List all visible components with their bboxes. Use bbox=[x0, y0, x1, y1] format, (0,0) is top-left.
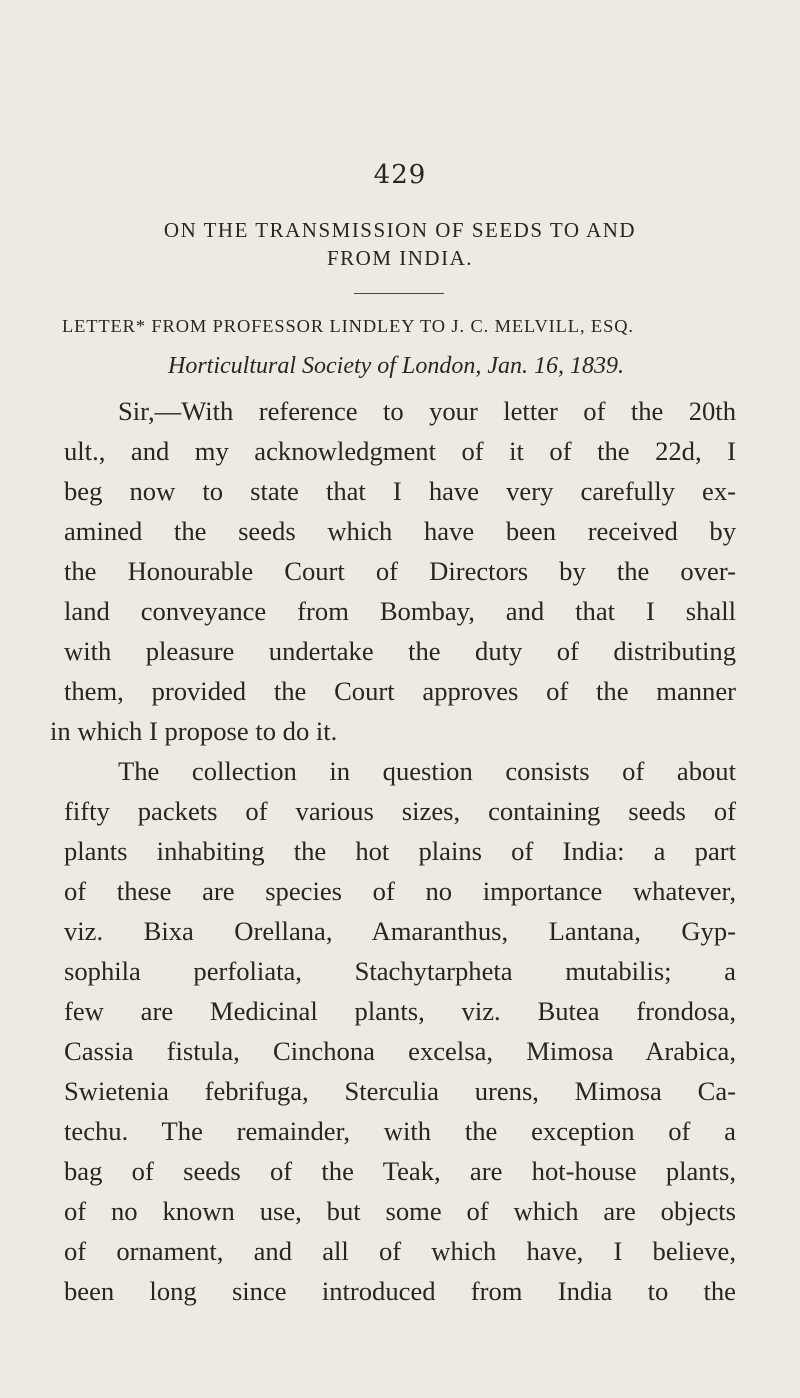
body-line: Cassia fistula, Cinchona excelsa, Mimosa Arabica, bbox=[64, 1036, 736, 1066]
body-line: in which I propose to do it. bbox=[50, 716, 338, 746]
body-line: them, provided the Court approves of the manner bbox=[64, 676, 736, 706]
body-line: plants inhabiting the hot plains of India: a part bbox=[64, 836, 736, 866]
body-line: sophila perfoliata, Stachytarpheta mutabilis; a bbox=[64, 956, 736, 986]
article-title-line-2: FROM INDIA. bbox=[326, 246, 473, 270]
title-divider bbox=[354, 293, 444, 294]
body-line: Sir,—With reference to your letter of the 20th bbox=[118, 396, 736, 426]
body-line: of these are species of no importance whatever, bbox=[64, 876, 736, 906]
body-line: amined the seeds which have been received by bbox=[64, 516, 736, 546]
body-line: Swietenia febrifuga, Sterculia urens, Mimosa Ca- bbox=[64, 1076, 736, 1106]
body-line: fifty packets of various sizes, containing seeds of bbox=[64, 796, 736, 826]
body-line: the Honourable Court of Directors by the over- bbox=[64, 556, 736, 586]
body-line: with pleasure undertake the duty of distributing bbox=[64, 636, 736, 666]
dateline: Horticultural Society of London, Jan. 16, 1839. bbox=[168, 353, 624, 379]
body-line: few are Medicinal plants, viz. Butea frondosa, bbox=[64, 996, 736, 1026]
body-line: viz. Bixa Orellana, Amaranthus, Lantana, Gyp- bbox=[64, 916, 736, 946]
body-line: techu. The remainder, with the exception of a bbox=[64, 1116, 736, 1146]
letter-heading: LETTER* FROM PROFESSOR LINDLEY TO J. C. MELVILL, ESQ. bbox=[62, 316, 634, 336]
body-line: been long since introduced from India to the bbox=[64, 1276, 736, 1306]
body-line: of ornament, and all of which have, I believe, bbox=[64, 1236, 736, 1266]
body-line: of no known use, but some of which are objects bbox=[64, 1196, 736, 1226]
body-line: The collection in question consists of about bbox=[118, 756, 736, 786]
body-line: beg now to state that I have very carefully ex- bbox=[64, 476, 736, 506]
body-line: bag of seeds of the Teak, are hot-house plants, bbox=[64, 1156, 736, 1186]
body-line: land conveyance from Bombay, and that I shall bbox=[64, 596, 736, 626]
article-title-line-1: ON THE TRANSMISSION OF SEEDS TO AND bbox=[163, 218, 637, 242]
body-line: ult., and my acknowledgment of it of the 22d, I bbox=[64, 436, 736, 466]
page-number: 429 bbox=[373, 160, 427, 190]
